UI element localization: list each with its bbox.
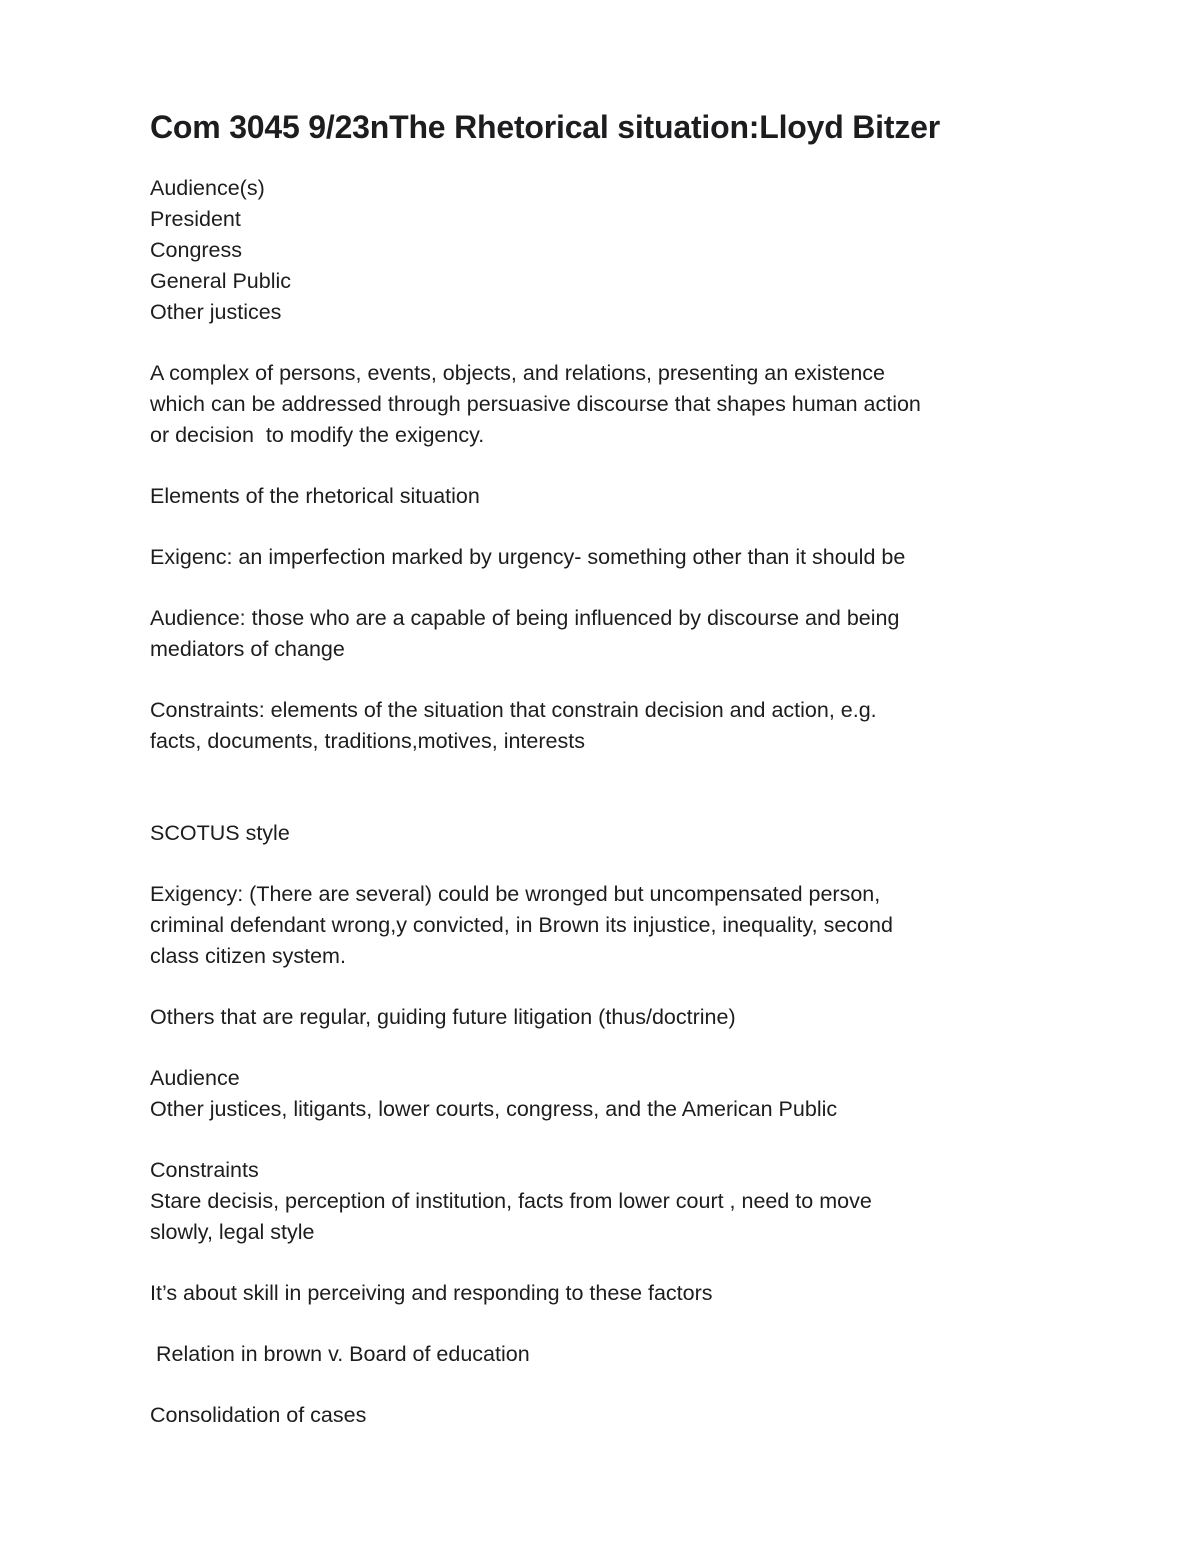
- audience-item: Congress: [150, 238, 243, 262]
- exigency-line: Exigency: (There are several) could be wronged but uncompensated person,: [150, 882, 881, 906]
- audience-list-line: Other justices, litigants, lower courts, congress, and the American Public: [150, 1097, 838, 1121]
- definition-line: which can be addressed through persuasive discourse that shapes human action: [150, 392, 921, 416]
- audience-definition-line: mediators of change: [150, 637, 345, 661]
- document-page: [150, 105, 1050, 1431]
- constraints-heading: Constraints: [150, 1158, 259, 1182]
- exigency-line: class citizen system.: [150, 944, 346, 968]
- consolidation-line: Consolidation of cases: [150, 1403, 367, 1427]
- audience-definition-line: Audience: those who are a capable of being influenced by discourse and being: [150, 606, 900, 630]
- relation-line: Relation in brown v. Board of education: [150, 1342, 530, 1366]
- audiences-heading: Audience(s): [150, 176, 265, 200]
- exigency-line: criminal defendant wrong,y convicted, in Brown its injustice, inequality, second: [150, 913, 893, 937]
- constraints-definition-line: Constraints: elements of the situation that constrain decision and action, e.g.: [150, 698, 877, 722]
- skill-line: It’s about skill in perceiving and responding to these factors: [150, 1281, 713, 1305]
- audience-item: Other justices: [150, 300, 282, 324]
- audience-heading: Audience: [150, 1066, 240, 1090]
- constraints-list-line: slowly, legal style: [150, 1220, 315, 1244]
- constraints-list-line: Stare decisis, perception of institution, facts from lower court , need to move: [150, 1189, 872, 1213]
- constraints-definition-line: facts, documents, traditions,motives, interests: [150, 729, 585, 753]
- elements-heading: Elements of the rhetorical situation: [150, 484, 480, 508]
- definition-line: A complex of persons, events, objects, and relations, presenting an existence: [150, 361, 886, 385]
- document-title: Com 3045 9/23nThe Rhetorical situation:Lloyd Bitzer: [150, 109, 940, 145]
- audience-item: President: [150, 207, 241, 231]
- exigenc-line: Exigenc: an imperfection marked by urgency- something other than it should be: [150, 545, 906, 569]
- audience-item: General Public: [150, 269, 292, 293]
- others-line: Others that are regular, guiding future litigation (thus/doctrine): [150, 1005, 736, 1029]
- scotus-heading: SCOTUS style: [150, 821, 290, 845]
- definition-line: or decision to modify the exigency.: [150, 423, 485, 447]
